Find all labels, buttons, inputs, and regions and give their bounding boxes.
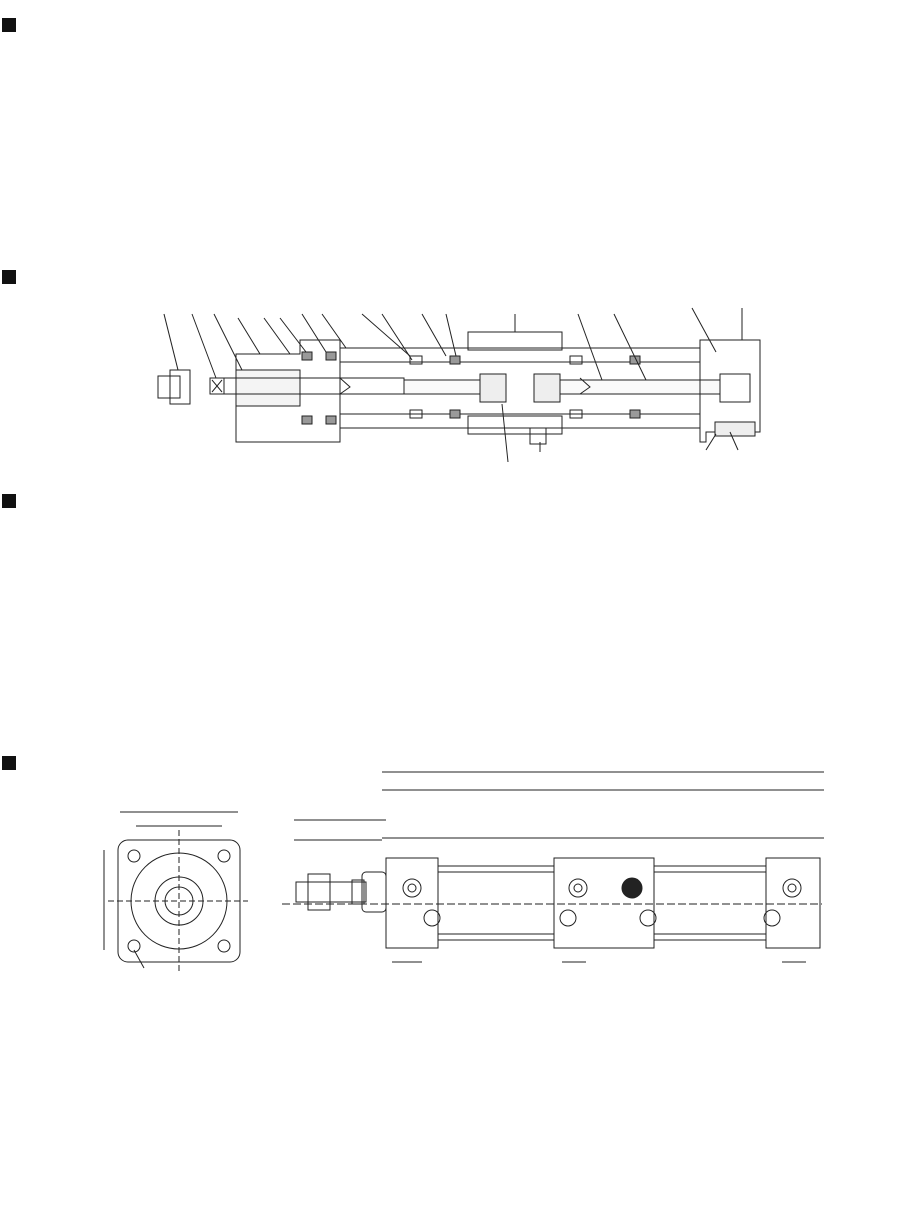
section-title-dimensions [2,756,20,770]
section-title-stroke [2,18,20,32]
square-bullet-icon [2,756,16,770]
section-title-structure [2,270,20,284]
square-bullet-icon [2,270,16,284]
section-title-oring [2,494,20,508]
square-bullet-icon [2,18,16,32]
square-bullet-icon [2,494,16,508]
front-view-drawing [88,790,248,990]
side-view-drawing [262,760,828,975]
cylinder-section-drawing [150,292,770,477]
